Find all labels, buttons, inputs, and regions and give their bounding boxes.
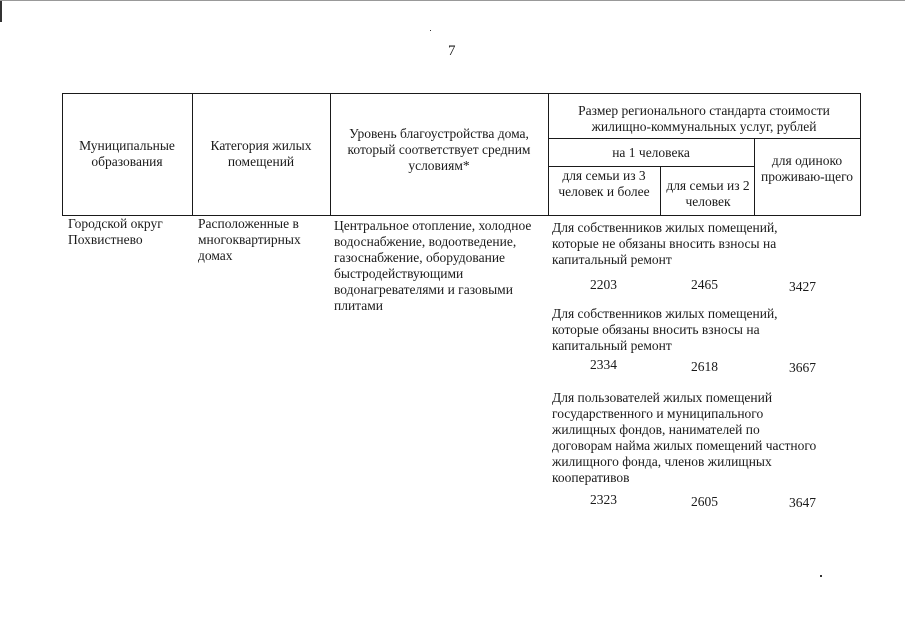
scan-edge-mark bbox=[0, 0, 2, 22]
value-family-3: 2323 bbox=[590, 492, 617, 507]
header-municipality: Муниципальные образования bbox=[79, 138, 175, 169]
page-number: 7 bbox=[448, 43, 456, 59]
value-family-3: 2203 bbox=[590, 277, 617, 292]
row-category: Расположенные в многоквартирных домах bbox=[198, 216, 301, 263]
value-single: 3667 bbox=[789, 360, 816, 375]
row-municipality: Городской округ Похвистнево bbox=[68, 216, 163, 247]
value-family-3: 2334 bbox=[590, 357, 617, 372]
group-label: Для пользователей жилых помещений государственного и муниципального жилищных фондов, нанимателей по договорам найма жилых помещений частного жилищного фонда, членов жилищных кооперативов bbox=[552, 390, 817, 485]
row-amenities: Центральное отопление, холодное водоснабжение, водоотведение, газоснабжение, оборудование быстродействующими водонагревателями и газовыми плитами bbox=[334, 218, 532, 313]
header-category: Категория жилых помещений bbox=[210, 138, 312, 169]
value-single: 3647 bbox=[789, 495, 816, 510]
value-family-2: 2605 bbox=[691, 494, 718, 509]
header-family-2: для семьи из 2 человек bbox=[666, 178, 750, 209]
value-family-2: 2618 bbox=[691, 359, 718, 374]
header-standard-size: Размер регионального стандарта стоимости жилищно-коммунальных услуг, рублей bbox=[578, 103, 830, 134]
value-family-2: 2465 bbox=[691, 277, 718, 292]
scan-speck bbox=[430, 30, 431, 31]
header-family-3: для семьи из 3 человек и более bbox=[558, 168, 650, 199]
group-label: Для собственников жилых помещений, которые не обязаны вносить взносы на капитальный ремонт bbox=[552, 220, 778, 267]
header-single: для одиноко проживаю-щего bbox=[760, 153, 854, 184]
header-per-person: на 1 человека bbox=[612, 145, 690, 160]
scan-speck bbox=[820, 575, 822, 577]
header-amenities: Уровень благоустройства дома, который соответствует средним условиям* bbox=[347, 126, 531, 173]
group-label: Для собственников жилых помещений, которые обязаны вносить взносы на капитальный ремонт bbox=[552, 306, 778, 353]
value-single: 3427 bbox=[789, 279, 816, 294]
scan-top-edge bbox=[0, 0, 905, 1]
